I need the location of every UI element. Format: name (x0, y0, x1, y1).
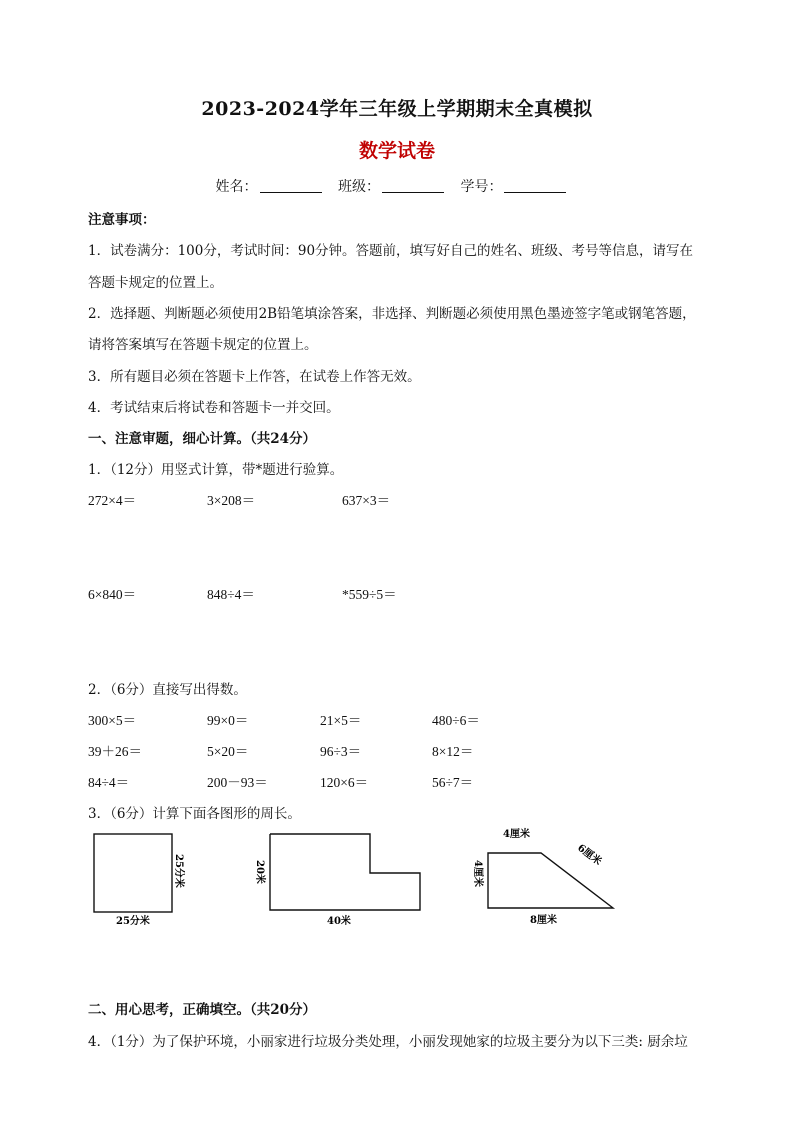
section2-heading: 二、用心思考，正确填空。（共20分） (88, 1002, 317, 1018)
trapezoid-top-label: 4厘米 (503, 829, 530, 840)
q1-item: 637×3＝ (342, 493, 391, 508)
q2-item: 21×5＝ (320, 713, 362, 728)
name-label: 姓名： (215, 179, 258, 195)
note-line: 2．选择题、判断题必须使用2B铅笔填涂答案，非选择、判断题必须使用黑色墨迹签字笔或钢笔答题， (88, 306, 696, 322)
trapezoid-left-label: 4厘米 (472, 860, 483, 887)
q2-item: 300×5＝ (88, 713, 137, 728)
class-blank[interactable] (382, 178, 444, 193)
id-label: 学号： (460, 179, 503, 195)
q2-item: 120×6＝ (320, 775, 369, 790)
q2-item: 99×0＝ (207, 713, 249, 728)
q2-item: 39＋26＝ (88, 744, 142, 759)
q1-item: 272×4＝ (88, 493, 137, 508)
q1-item: 3×208＝ (207, 493, 256, 508)
exam-subtitle: 数学试卷 (358, 140, 435, 162)
lshape-shape (270, 834, 420, 910)
q4-stem: 4．（1分）为了保护环境，小丽家进行垃圾分类处理，小丽发现她家的垃圾主要分为以下三类: 厨余垃 (88, 1034, 688, 1050)
q2-item: 5×20＝ (207, 744, 249, 759)
notes-heading: 注意事项： (88, 212, 156, 228)
note-line: 请将答案填写在答题卡规定的位置上。 (88, 337, 318, 353)
trapezoid-bottom-label: 8厘米 (530, 915, 557, 926)
q2-item: 56÷7＝ (432, 775, 474, 790)
name-blank[interactable] (260, 178, 322, 193)
q2-item: 96÷3＝ (320, 744, 362, 759)
id-blank[interactable] (504, 178, 566, 193)
lshape-left-label: 20米 (254, 860, 265, 884)
exam-title: 2023-2024学年三年级上学期期末全真模拟 (201, 98, 593, 120)
class-label: 班级： (338, 179, 380, 195)
trapezoid-slant-label: 6厘米 (575, 842, 604, 868)
q3-stem: 3．（6分）计算下面各图形的周长。 (88, 806, 301, 822)
note-line: 4．考试结束后将试卷和答题卡一并交回。 (88, 400, 340, 416)
q2-item: 8×12＝ (432, 744, 474, 759)
note-line: 答题卡规定的位置上。 (88, 275, 223, 291)
q1-item: *559÷5＝ (342, 587, 397, 602)
note-line: 1．试卷满分：100分，考试时间：90分钟。答题前，填写好自己的姓名、班级、考号等信息，请写在 (88, 243, 694, 259)
note-line: 3．所有题目必须在答题卡上作答，在试卷上作答无效。 (88, 369, 421, 385)
square-shape (94, 834, 172, 912)
section1-heading: 一、注意审题，细心计算。（共24分） (88, 431, 317, 447)
q1-item: 6×840＝ (88, 587, 137, 602)
q1-stem: 1．（12分）用竖式计算，带*题进行验算。 (88, 462, 344, 478)
q3-figures (0, 820, 794, 940)
q2-stem: 2．（6分）直接写出得数。 (88, 682, 247, 698)
student-info-line (0, 176, 794, 196)
square-bottom-label: 25分米 (116, 916, 150, 927)
square-side-label: 25分米 (173, 854, 184, 888)
q2-item: 200－93＝ (207, 775, 268, 790)
lshape-bottom-label: 40米 (327, 916, 351, 927)
q2-item: 480÷6＝ (432, 713, 480, 728)
q2-item: 84÷4＝ (88, 775, 130, 790)
q1-item: 848÷4＝ (207, 587, 255, 602)
